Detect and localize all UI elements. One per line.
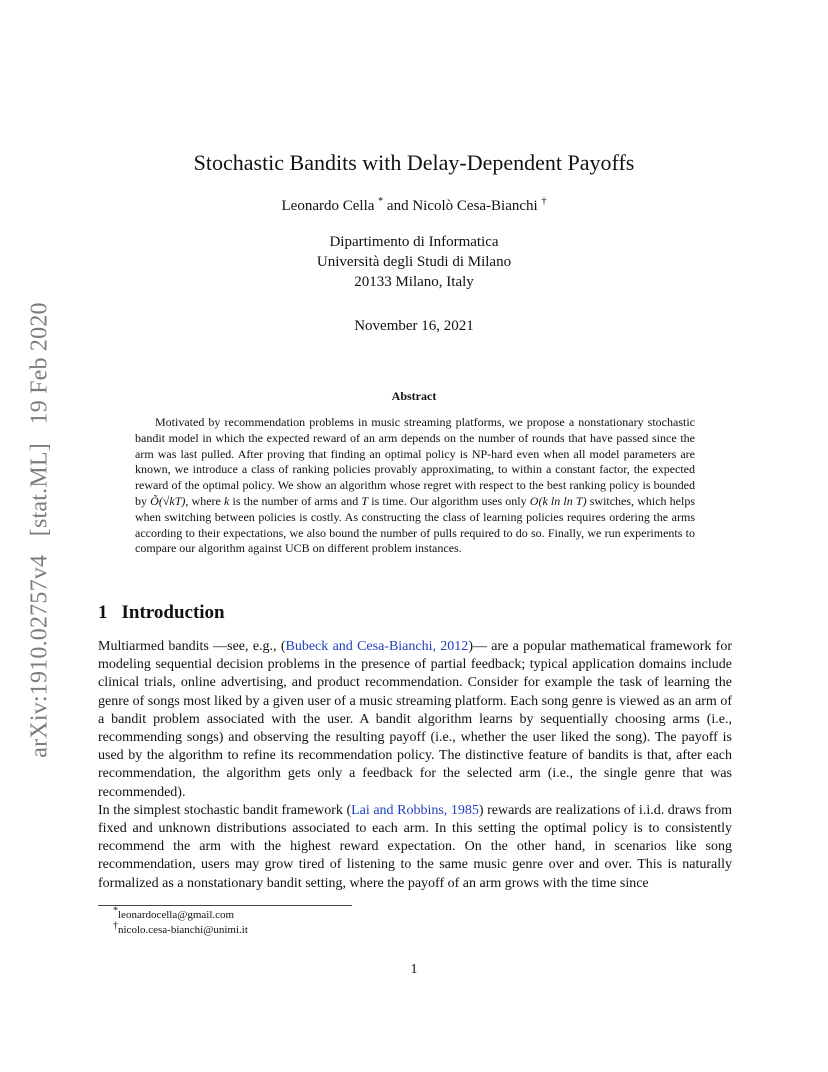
footnote-divider — [98, 905, 352, 906]
paragraph-text: ) rewards are realizations of i.i.d. draws from fixed and unknown distributions associated to each arm. In this setting the optimal policy is to consistently recommend the arm with the highest reward expectation. On the other hand, in scenarios like song recommendation, users may grow tired of listening to the same music genre over and over. This is naturally formalized as a nonstationary bandit setting, where the payoff of an arm grows with the time since — [98, 802, 732, 891]
footnote-email: leonardocella@gmail.com — [118, 909, 235, 921]
paragraph-text: In the simplest stochastic bandit framework ( — [98, 802, 352, 818]
arxiv-category: [stat.ML] — [26, 443, 53, 537]
arxiv-id: arXiv:1910.02757v4 — [26, 554, 53, 758]
abstract-math-switches: O(k ln ln T) — [529, 493, 587, 508]
citation-link[interactable]: Lai and Robbins, 1985 — [351, 802, 479, 818]
abstract-math-k: k — [224, 493, 230, 508]
author-2: Nicolò Cesa-Bianchi — [412, 198, 538, 214]
section-heading-introduction — [98, 602, 225, 624]
author-line — [0, 198, 828, 215]
paper-date: November 16, 2021 — [354, 318, 474, 334]
abstract-text: switches, which helps when switching between policies is costly. As constructing the class of learning policies requires ordering the arms according to their expectations, we also bound the number of pulls required to do so. Finally, we run experiments to compare our algorithm against UCB on different problem instances. — [135, 493, 696, 556]
arxiv-date: 19 Feb 2020 — [26, 302, 53, 425]
paper-title: Stochastic Bandits with Delay-Dependent Payoffs — [193, 150, 635, 175]
abstract-body — [135, 415, 695, 557]
citation-link[interactable]: Bubeck and Cesa-Bianchi, 2012 — [285, 639, 469, 654]
affiliation-university: Università degli Studi di Milano — [316, 254, 512, 270]
affiliation-address: 20133 Milano, Italy — [354, 274, 474, 290]
affiliation-department: Dipartimento di Informatica — [329, 234, 499, 250]
footnote-mark: † — [113, 920, 118, 932]
abstract-math-regret-bound: Õ(√kT) — [150, 493, 186, 508]
abstract-text: is the number of arms and — [229, 493, 362, 508]
abstract-text: is time. Our algorithm uses only — [368, 493, 530, 508]
abstract-math-t: T — [361, 493, 369, 508]
affiliation — [0, 232, 828, 292]
abstract-text: Motivated by recommendation problems in music streaming platforms, we propose a nonstationary stochastic bandit model in which the expected reward of an arm depends on the number of rounds that have passed since the arm was last pulled. After proving that finding an optimal policy is NP-hard even when all model parameters are known, we introduce a class of ranking policies provably approximating, to within a constant factor, the expected reward of the optimal policy. We show an algorithm whose regret with respect to the best ranking policy is bounded by — [135, 415, 695, 508]
paragraph-text: )— are a popular mathematical framework for modeling sequential decision problems in the presence of partial feedback; typical application domains include clinical trials, online advertising, and product recommendation. Consider for example the task of learning the genre of songs most liked by a given user of a music streaming platform. Each song genre is viewed as an arm of a bandit problem associated with the user. A bandit algorithm learns by sequentially choosing arms (i.e., recommending songs) and observing the resulting payoff (i.e., whether the user liked the song). The payoff is used by the algorithm to refine its recommendation policy. The distinctive feature of bandits is that, after each recommendation, the algorithm gets only a feedback for the selected arm (i.e., the single genre that was recommended). — [98, 639, 732, 800]
abstract-text: , where — [185, 493, 225, 508]
abstract-heading: Abstract — [391, 389, 437, 403]
footnote-mark: * — [113, 905, 118, 917]
section-number: 1 — [98, 602, 108, 623]
author-connector: and — [386, 198, 409, 214]
author-2-footnote-mark: † — [541, 196, 547, 207]
author-1: Leonardo Cella — [281, 198, 375, 214]
footnote-1 — [113, 905, 248, 923]
paragraph — [98, 802, 732, 893]
paragraph-text: Multiarmed bandits —see, e.g., ( — [98, 639, 286, 654]
footnotes — [113, 905, 248, 938]
introduction-body — [98, 638, 732, 893]
page-number: 1 — [410, 962, 418, 977]
footnote-2 — [113, 920, 248, 938]
paragraph — [98, 638, 732, 802]
section-title: Introduction — [121, 602, 225, 623]
footnote-email: nicolo.cesa-bianchi@unimi.it — [118, 924, 248, 936]
arxiv-stamp — [27, 302, 54, 757]
author-1-footnote-mark: * — [378, 196, 384, 207]
